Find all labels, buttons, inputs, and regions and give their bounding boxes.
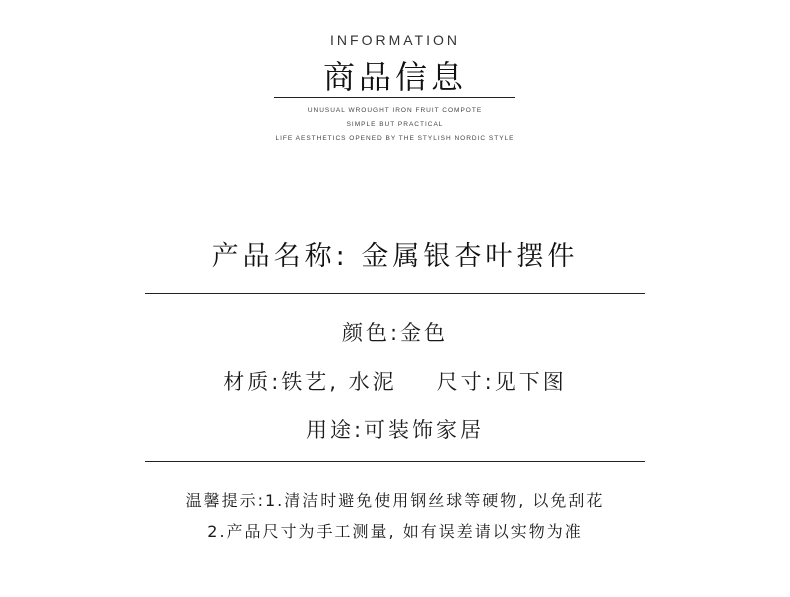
product-divider-top xyxy=(145,293,645,294)
product-name: 产品名称: 金属银杏叶摆件 xyxy=(211,241,579,272)
tagline-2: SIMPLE BUT PRACTICAL xyxy=(346,121,444,128)
tagline-1: UNUSUAL WROUGHT IRON FRUIT COMPOTE xyxy=(307,107,483,114)
page-title: 商品信息 xyxy=(322,58,467,96)
section-eyebrow: INFORMATION xyxy=(330,32,460,48)
tip-line-2: 2.产品尺寸为手工测量, 如有误差请以实物为准 xyxy=(207,522,583,541)
spec-usage: 用途:可装饰家居 xyxy=(305,418,485,442)
spec-color: 颜色:金色 xyxy=(341,321,449,345)
tagline-3: LIFE AESTHETICS OPENED BY THE STYLISH NORDIC STYLE xyxy=(275,135,515,142)
spec-row-material-size xyxy=(0,366,790,396)
title-divider xyxy=(274,97,515,98)
product-divider-bottom xyxy=(145,461,645,462)
spec-size: 尺寸:见下图 xyxy=(436,370,567,394)
spec-material: 材质:铁艺, 水泥 xyxy=(223,370,397,394)
tip-line-1: 温馨提示:1.清洁时避免使用钢丝球等硬物, 以免刮花 xyxy=(185,491,605,510)
